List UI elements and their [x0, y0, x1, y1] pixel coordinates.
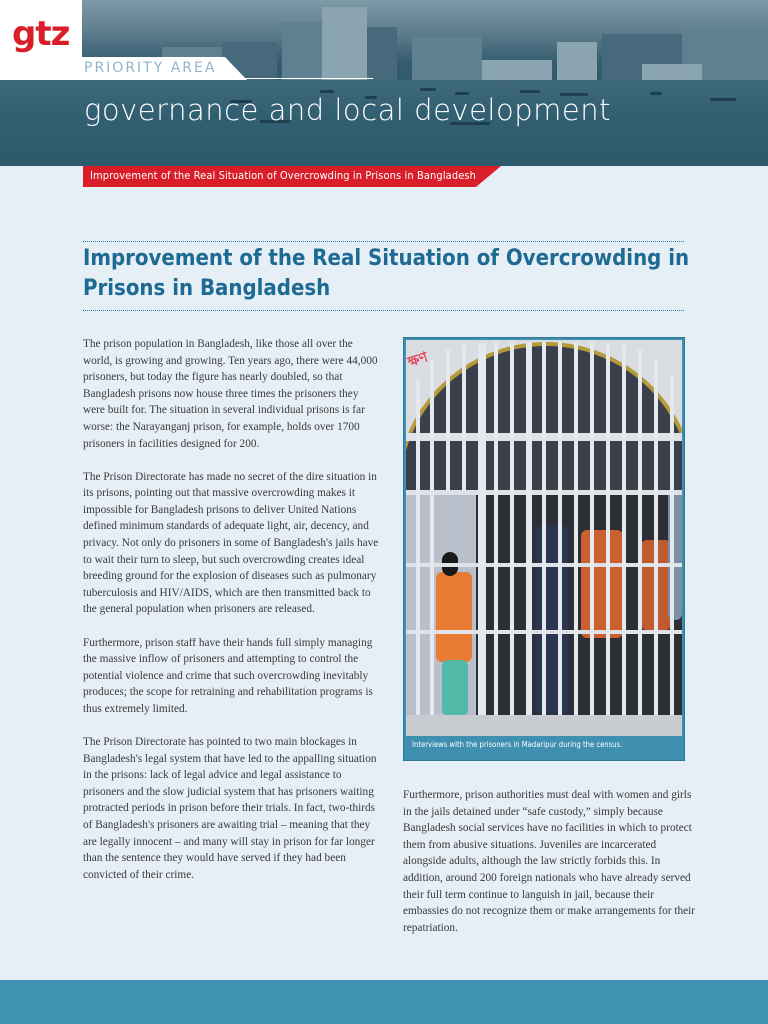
title-rule-top: [83, 241, 684, 242]
sign-text: ক্ষণ: [406, 349, 430, 371]
logo-box: [0, 0, 82, 80]
left-column: [83, 336, 379, 900]
priority-area-title: governance and local development: [84, 93, 611, 127]
topic-banner-text: Improvement of the Real Situation of Overcrowding in Prisons in Bangladesh: [90, 169, 477, 182]
paragraph: The Prison Directorate has made no secret of the dire situation in its prisons, pointing out that massive overcrowding makes it impossible for Bangladesh prisons to deliver United Nations defined minimum standards of adequate light, air, decency, and privacy. Not only do prisoners in some of Bangladesh's jails have to wait their turn to sleep, but such overcrowding creates ideal breeding ground for the explosion of diseases such as pulmonary tuberculosis and HIV/AIDS, which are then transmitted back to the general population when prisoners are released.: [83, 470, 379, 616]
right-column: [403, 787, 699, 953]
title-rule-bottom: [83, 310, 684, 311]
divider: [240, 78, 373, 79]
paragraph: The Prison Directorate has pointed to two main blockages in Bangladesh's legal system that have led to the appalling situation in the prisons: lack of legal advice and legal assistance to prisoners and the slow judicial system that has prisoners waiting protracted periods in prison before their trials. In fact, two-thirds of Bangladesh's prisoners are awaiting trial – meaning that they are legally innocent – and many will stay in prison for far longer than the sentence they would have served if they had been convicted of their crime.: [83, 735, 377, 881]
priority-area-label: PRIORITY AREA: [84, 60, 217, 76]
article-title: Improvement of the Real Situation of Overcrowding in Prisons in Bangladesh: [83, 246, 690, 301]
paragraph: The prison population in Bangladesh, like those all over the world, is growing and growing. Ten years ago, there were 44,000 prisoners, but today the figure has nearly doubled, so that Bangladesh prisons now house three times the prisoners they were built for. The situation in several individual prisons is far worse: the Narayanganj prison, for example, holds over 1700 prisoners in facilities designed for 200.: [83, 338, 378, 450]
paragraph: Furthermore, prison staff have their hands full simply managing the massive inflow of prisoners and attempting to control the potential violence and crime that such overcrowding inevitably produces; the scope for retraining and rehabilitation programs is thus extremely limited.: [83, 636, 373, 715]
footer-bar: [0, 980, 768, 1024]
person: [436, 572, 472, 662]
prison-gate-photo: [406, 340, 682, 736]
photo-caption: Interviews with the prisoners in Madaripur during the census.: [412, 740, 623, 749]
gtz-logo: gtz: [12, 14, 70, 54]
person: [581, 530, 623, 638]
header-banner: [0, 0, 768, 166]
photo-figure: [403, 337, 685, 761]
paragraph: Furthermore, prison authorities must deal with women and girls in the jails detained under “safe custody,” simply because Bangladesh social services have no facilities in which to protect them from abusive situations. Juveniles are incarcerated alongside adults, although the law strictly forbids this. In addition, around 200 foreign nationals who have already served their full term continue to languish in jail, because their embassies do not recognize them or make arrangements for their repatriation.: [403, 789, 696, 934]
